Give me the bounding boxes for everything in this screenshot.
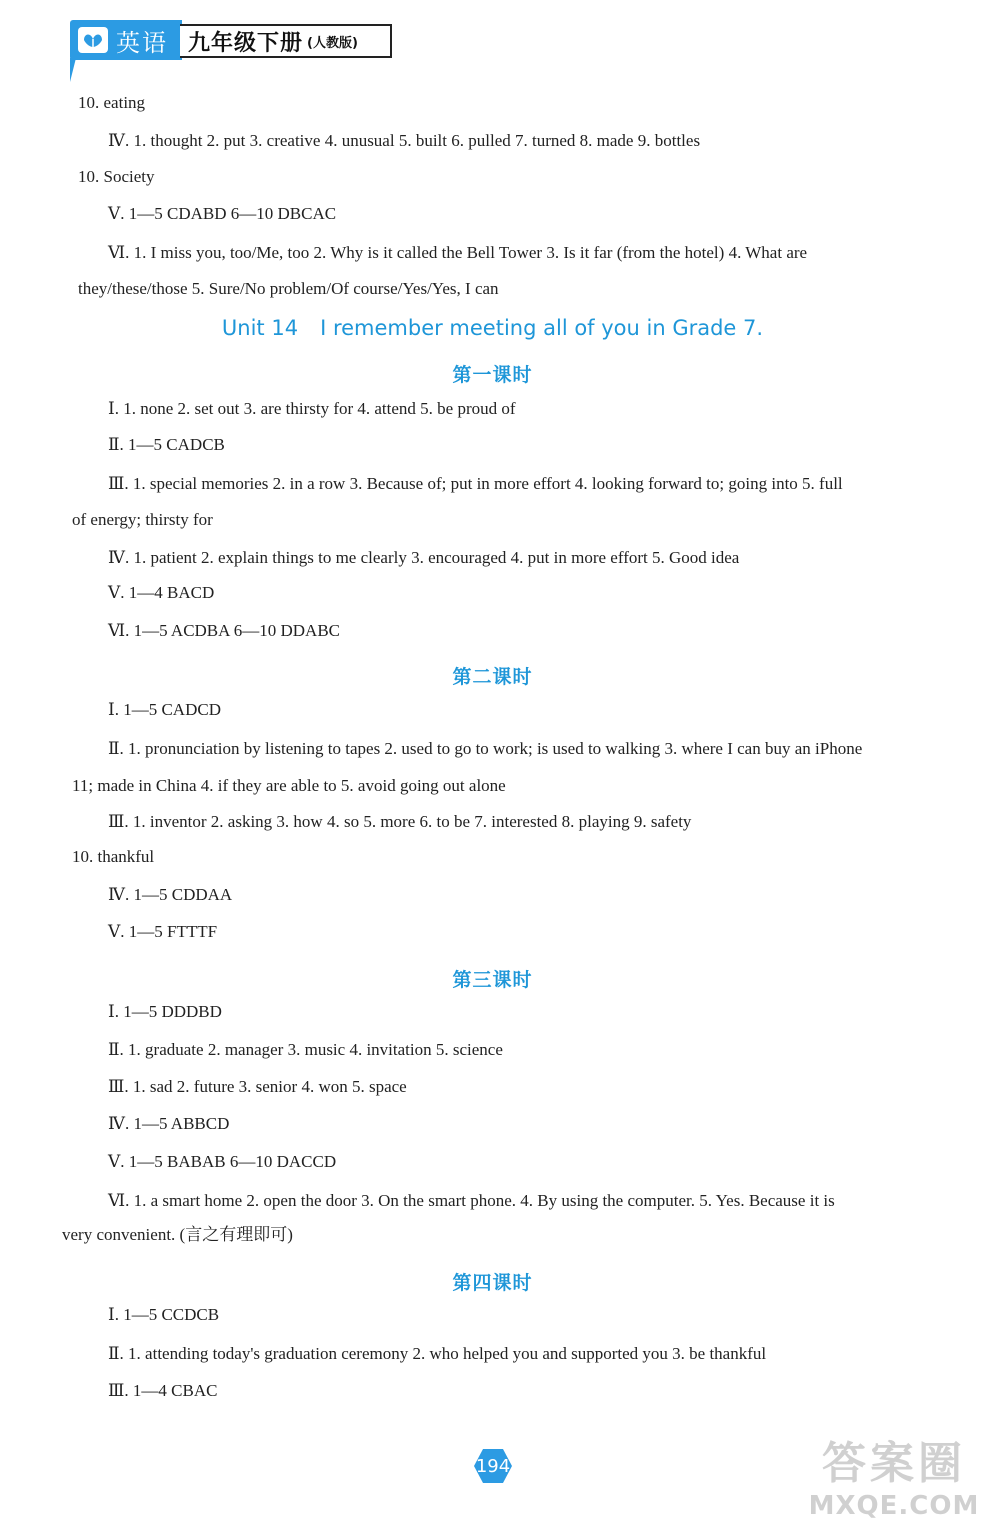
answer-line: 11; made in China 4. if they are able to 5. avoid going out alone <box>72 776 506 795</box>
edition-label: (人教版) <box>307 35 358 51</box>
answer-line: Ⅴ. 1—5 BABAB 6—10 DACCD <box>108 1152 337 1171</box>
section-title: 第四课时 <box>452 1272 533 1294</box>
page-header <box>70 14 400 80</box>
answer-line: Ⅰ. 1—5 CADCD <box>108 700 221 719</box>
watermark-cn: 答案圈 <box>822 1438 966 1489</box>
answer-line: Ⅰ. 1—5 CCDCB <box>108 1305 220 1324</box>
watermark-en: MXQE.COM <box>808 1491 980 1521</box>
section-title: 第二课时 <box>452 666 533 688</box>
answer-line: they/these/those 5. Sure/No problem/Of course/Yes/Yes, I can <box>78 279 499 298</box>
watermark <box>808 1438 980 1534</box>
answer-line: Ⅳ. 1. patient 2. explain things to me clearly 3. encouraged 4. put in more effort 5. Good idea <box>108 548 740 567</box>
answer-line: 10. Society <box>78 167 155 186</box>
answer-line: Ⅵ. 1. a smart home 2. open the door 3. On the smart phone. 4. By using the computer. 5. Yes. Because it is <box>108 1191 835 1210</box>
answer-line: Ⅱ. 1. graduate 2. manager 3. music 4. invitation 5. science <box>108 1040 503 1059</box>
unit-number: Unit 14 <box>221 316 299 340</box>
section-title: 第一课时 <box>452 364 533 386</box>
answer-line: Ⅰ. 1. none 2. set out 3. are thirsty for 4. attend 5. be proud of <box>108 399 516 418</box>
answer-line: very convenient. (言之有理即可) <box>62 1225 293 1244</box>
answer-line: Ⅲ. 1. sad 2. future 3. senior 4. won 5. space <box>108 1077 407 1096</box>
answer-line: Ⅴ. 1—5 FTTTF <box>108 922 218 941</box>
answer-line: Ⅴ. 1—5 CDABD 6—10 DBCAC <box>108 204 337 223</box>
answer-line: Ⅱ. 1. pronunciation by listening to tapes 2. used to go to work; is used to walking 3. where I can buy an iPhone <box>108 739 863 758</box>
grade-label: 九年级下册 <box>188 30 304 56</box>
answer-line: Ⅱ. 1. attending today's graduation ceremony 2. who helped you and supported you 3. be thankful <box>108 1344 767 1363</box>
subject-tab <box>70 20 182 60</box>
subject-label: 英语 <box>116 28 168 57</box>
grade-box <box>180 24 392 58</box>
page-number-text: 194 <box>475 1455 511 1477</box>
answer-line: Ⅲ. 1. special memories 2. in a row 3. Because of; put in more effort 4. looking forward to; going into 5. full <box>108 474 843 493</box>
answer-line: Ⅲ. 1—4 CBAC <box>108 1381 218 1400</box>
leaf-icon <box>78 27 108 53</box>
answer-line: Ⅳ. 1. thought 2. put 3. creative 4. unusual 5. built 6. pulled 7. turned 8. made 9. bottles <box>108 131 701 150</box>
answer-line: Ⅵ. 1. I miss you, too/Me, too 2. Why is it called the Bell Tower 3. Is it far (from the hotel) 4. What are <box>108 243 808 262</box>
answer-line: 10. eating <box>78 93 146 112</box>
section-title: 第三课时 <box>452 969 533 991</box>
answer-line: of energy; thirsty for <box>72 510 213 529</box>
answer-line: 10. thankful <box>72 847 155 866</box>
page-number <box>473 1448 513 1484</box>
answer-line: Ⅳ. 1—5 ABBCD <box>108 1114 230 1133</box>
unit-name: I remember meeting all of you in Grade 7. <box>320 316 764 340</box>
answer-line: Ⅴ. 1—4 BACD <box>108 583 215 602</box>
answer-line: Ⅳ. 1—5 CDDAA <box>108 885 233 904</box>
answer-line: Ⅱ. 1—5 CADCB <box>108 435 225 454</box>
tab-tail-decoration <box>70 58 76 82</box>
unit-title <box>0 316 985 340</box>
answer-line: Ⅵ. 1—5 ACDBA 6—10 DDABC <box>108 621 340 640</box>
answer-line: Ⅰ. 1—5 DDDBD <box>108 1002 222 1021</box>
answer-line: Ⅲ. 1. inventor 2. asking 3. how 4. so 5. more 6. to be 7. interested 8. playing 9. safety <box>108 812 692 831</box>
